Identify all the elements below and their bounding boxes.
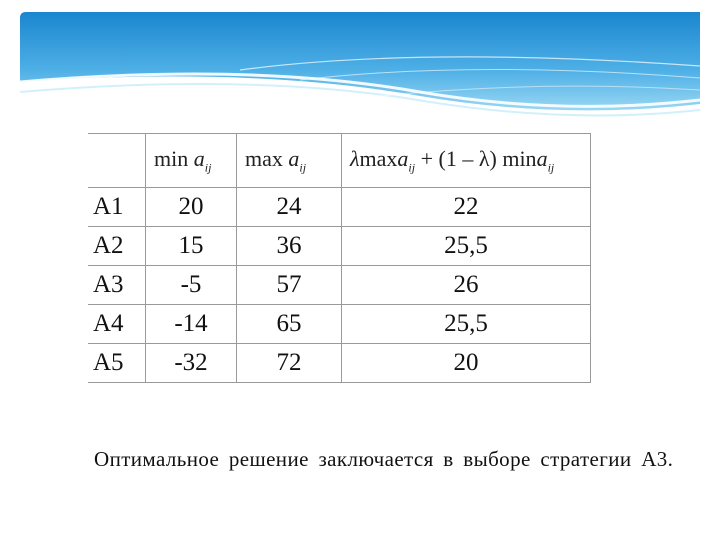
min-value: 15 [146, 227, 237, 266]
strategy-name: A3 [88, 266, 146, 305]
max-value: 65 [237, 305, 342, 344]
header-criterion: λmaxa$_{ij}$ + (1 – λ) mina$_{ij}$ [342, 134, 591, 188]
max-value: 36 [237, 227, 342, 266]
max-value: 24 [237, 188, 342, 227]
header-min: $\min a_{ij}$ [146, 134, 237, 188]
strategy-table-wrap [88, 133, 591, 383]
table-header-row [88, 134, 591, 188]
max-value: 72 [237, 344, 342, 383]
strategy-name: A5 [88, 344, 146, 383]
conclusion-text: Оптимальное решение заключается в выборе стратегии А3. [94, 447, 674, 471]
table-row [88, 266, 591, 305]
criterion-value: 22 [342, 188, 591, 227]
criterion-value: 20 [342, 344, 591, 383]
strategy-name: A4 [88, 305, 146, 344]
header-max: $\max a_{ij}$ [237, 134, 342, 188]
header-empty-cell [88, 134, 146, 188]
criterion-value: 25,5 [342, 227, 591, 266]
table-row [88, 188, 591, 227]
min-value: 20 [146, 188, 237, 227]
table-row [88, 305, 591, 344]
table-row [88, 227, 591, 266]
min-value: -32 [146, 344, 237, 383]
decorative-wave-banner [0, 0, 720, 130]
table-row [88, 344, 591, 383]
criterion-value: 26 [342, 266, 591, 305]
strategy-table [88, 133, 591, 383]
max-value: 57 [237, 266, 342, 305]
strategy-name: A1 [88, 188, 146, 227]
min-value: -5 [146, 266, 237, 305]
min-value: -14 [146, 305, 237, 344]
criterion-value: 25,5 [342, 305, 591, 344]
strategy-name: A2 [88, 227, 146, 266]
